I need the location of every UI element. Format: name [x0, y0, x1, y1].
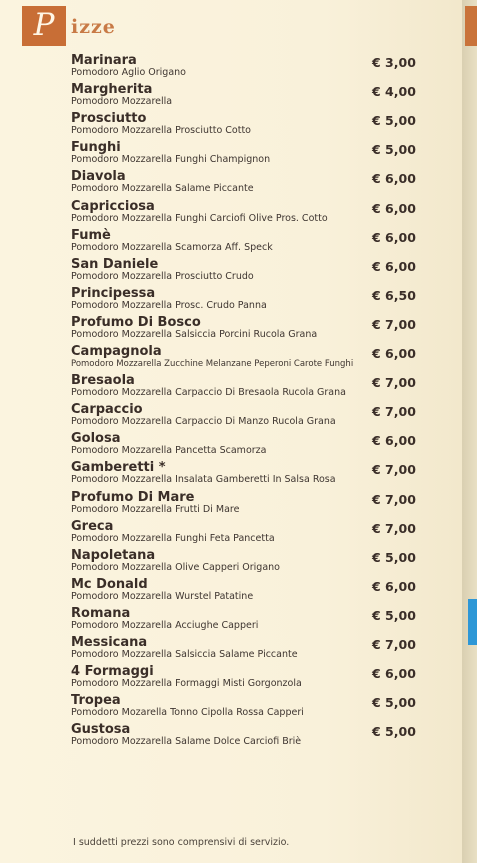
item-name: Mc Donald	[71, 576, 148, 592]
item-description: Pomodoro Mozzarella Acciughe Capperi	[71, 619, 259, 631]
item-name: Carpaccio	[71, 402, 143, 418]
item-description: Pomodoro Mozzarella Zucchine Melanzane Peperoni Carote Funghi	[71, 359, 354, 369]
menu-item	[0, 635, 462, 664]
item-description: Pomodoro Mozzarella Insalata Gamberetti In Salsa Rosa	[71, 474, 336, 486]
item-price: € 6,00	[372, 666, 416, 682]
item-name: Principessa	[71, 285, 156, 301]
item-name: Golosa	[71, 431, 121, 447]
item-description: Pomodoro Mozzarella Salsiccia Porcini Rucola Grana	[71, 328, 318, 340]
item-description: Pomodoro Mozzarella Prosc. Crudo Panna	[71, 299, 267, 311]
item-price: € 7,00	[372, 375, 416, 391]
item-description: Pomodoro Mozzarella Funghi Carciofi Olive Pros. Cotto	[71, 212, 328, 224]
item-description: Pomodoro Mozzarella Salsiccia Salame Piccante	[71, 649, 298, 660]
item-price: € 5,00	[372, 549, 416, 565]
next-page-blue-tab	[468, 599, 477, 645]
menu-item	[0, 606, 462, 635]
menu-item	[0, 169, 462, 198]
item-name: San Daniele	[71, 256, 159, 272]
menu-item	[0, 460, 462, 489]
item-name: Romana	[71, 605, 131, 621]
item-description: Pomodoro Mozzarella Frutti Di Mare	[71, 503, 240, 515]
menu-item	[0, 722, 462, 751]
item-name: Gamberetti *	[71, 460, 166, 476]
service-note: I suddetti prezzi sono comprensivi di servizio.	[73, 837, 290, 848]
item-description: Pomodoro Mozzarella Salame Dolce Carciofi Briè	[71, 736, 302, 748]
menu-item	[0, 228, 462, 257]
menu-item	[0, 548, 462, 577]
item-name: Profumo Di Mare	[71, 489, 195, 505]
menu-item	[0, 82, 462, 111]
menu-item	[0, 664, 462, 693]
item-price: € 5,00	[372, 607, 416, 623]
item-description: Pomodoro Mozzarella Funghi Champignon	[71, 154, 271, 166]
item-price: € 5,00	[372, 695, 416, 711]
item-description: Pomodoro Mozzarella Salame Piccante	[71, 183, 254, 195]
item-name: Capricciosa	[71, 198, 155, 214]
item-name: Messicana	[71, 635, 148, 650]
item-description: Pomodoro Mozzarella Scamorza Aff. Speck	[71, 241, 273, 253]
item-name: Margherita	[71, 82, 153, 98]
item-price: € 7,00	[372, 404, 416, 420]
section-initial: P	[33, 6, 55, 43]
item-name: Napoletana	[71, 547, 156, 563]
section-title: izze	[71, 16, 116, 38]
menu-item	[0, 315, 462, 344]
menu-item	[0, 490, 462, 519]
item-price: € 3,00	[372, 55, 416, 70]
item-description: Pomodoro Mozzarella Carpaccio Di Manzo Rucola Grana	[71, 416, 336, 428]
item-price: € 5,00	[372, 142, 416, 158]
menu-item	[0, 402, 462, 431]
item-price: € 5,00	[372, 724, 416, 740]
item-name: 4 Formaggi	[71, 664, 154, 680]
item-description: Pomodoro Mozzarella Carpaccio Di Bresaola Rucola Grana	[71, 387, 346, 399]
item-price: € 6,00	[372, 433, 416, 449]
item-description: Pomodoro Mozzarella Wurstel Patatine	[71, 590, 254, 602]
item-price: € 6,00	[372, 346, 416, 361]
menu-item	[0, 431, 462, 460]
menu-item	[0, 286, 462, 315]
section-initial-box	[22, 6, 66, 46]
item-price: € 5,00	[372, 113, 416, 129]
item-description: Pomodoro Aglio Origano	[71, 67, 186, 78]
item-name: Bresaola	[71, 373, 135, 389]
item-price: € 6,00	[372, 171, 416, 187]
item-description: Pomodoro Mozzarella Prosciutto Cotto	[71, 125, 251, 137]
item-name: Diavola	[71, 169, 126, 185]
item-name: Tropea	[71, 693, 121, 709]
menu-item	[0, 373, 462, 402]
item-description: Pomodoro Mozzarella Pancetta Scamorza	[71, 445, 267, 457]
item-name: Campagnola	[71, 344, 162, 359]
menu-item	[0, 199, 462, 228]
item-name: Funghi	[71, 140, 121, 156]
item-description: Pomodoro Mozzarella Formaggi Misti Gorgonzola	[71, 678, 302, 690]
item-description: Pomodoro Mozarella Tonno Cipolla Rossa Capperi	[71, 707, 304, 719]
item-price: € 4,00	[372, 84, 416, 100]
item-price: € 7,00	[372, 520, 416, 536]
item-description: Pomodoro Mozzarella Olive Capperi Origano	[71, 561, 280, 573]
next-page-tab	[465, 6, 477, 46]
item-description: Pomodoro Mozzarella Prosciutto Crudo	[71, 270, 254, 282]
item-price: € 6,50	[372, 287, 416, 303]
menu-item	[0, 140, 462, 169]
item-price: € 7,00	[372, 637, 416, 652]
menu-item	[0, 344, 462, 373]
menu-item	[0, 519, 462, 548]
item-name: Gustosa	[71, 722, 131, 738]
menu-item	[0, 257, 462, 286]
menu-item	[0, 111, 462, 140]
item-price: € 7,00	[372, 316, 416, 332]
item-name: Marinara	[71, 53, 137, 68]
item-price: € 7,00	[372, 491, 416, 507]
item-name: Greca	[71, 518, 114, 534]
menu-item	[0, 577, 462, 606]
item-price: € 6,00	[372, 229, 416, 245]
menu-item	[0, 53, 462, 82]
item-name: Prosciutto	[71, 111, 147, 127]
item-price: € 6,00	[372, 578, 416, 594]
item-price: € 7,00	[372, 462, 416, 478]
item-name: Profumo Di Bosco	[71, 314, 201, 330]
item-description: Pomodoro Mozzarella	[71, 96, 173, 108]
item-name: Fumè	[71, 227, 111, 243]
menu-item	[0, 693, 462, 722]
next-page-edge	[462, 0, 477, 863]
item-description: Pomodoro Mozzarella Funghi Feta Pancetta	[71, 532, 275, 544]
item-price: € 6,00	[372, 258, 416, 274]
item-price: € 6,00	[372, 200, 416, 216]
